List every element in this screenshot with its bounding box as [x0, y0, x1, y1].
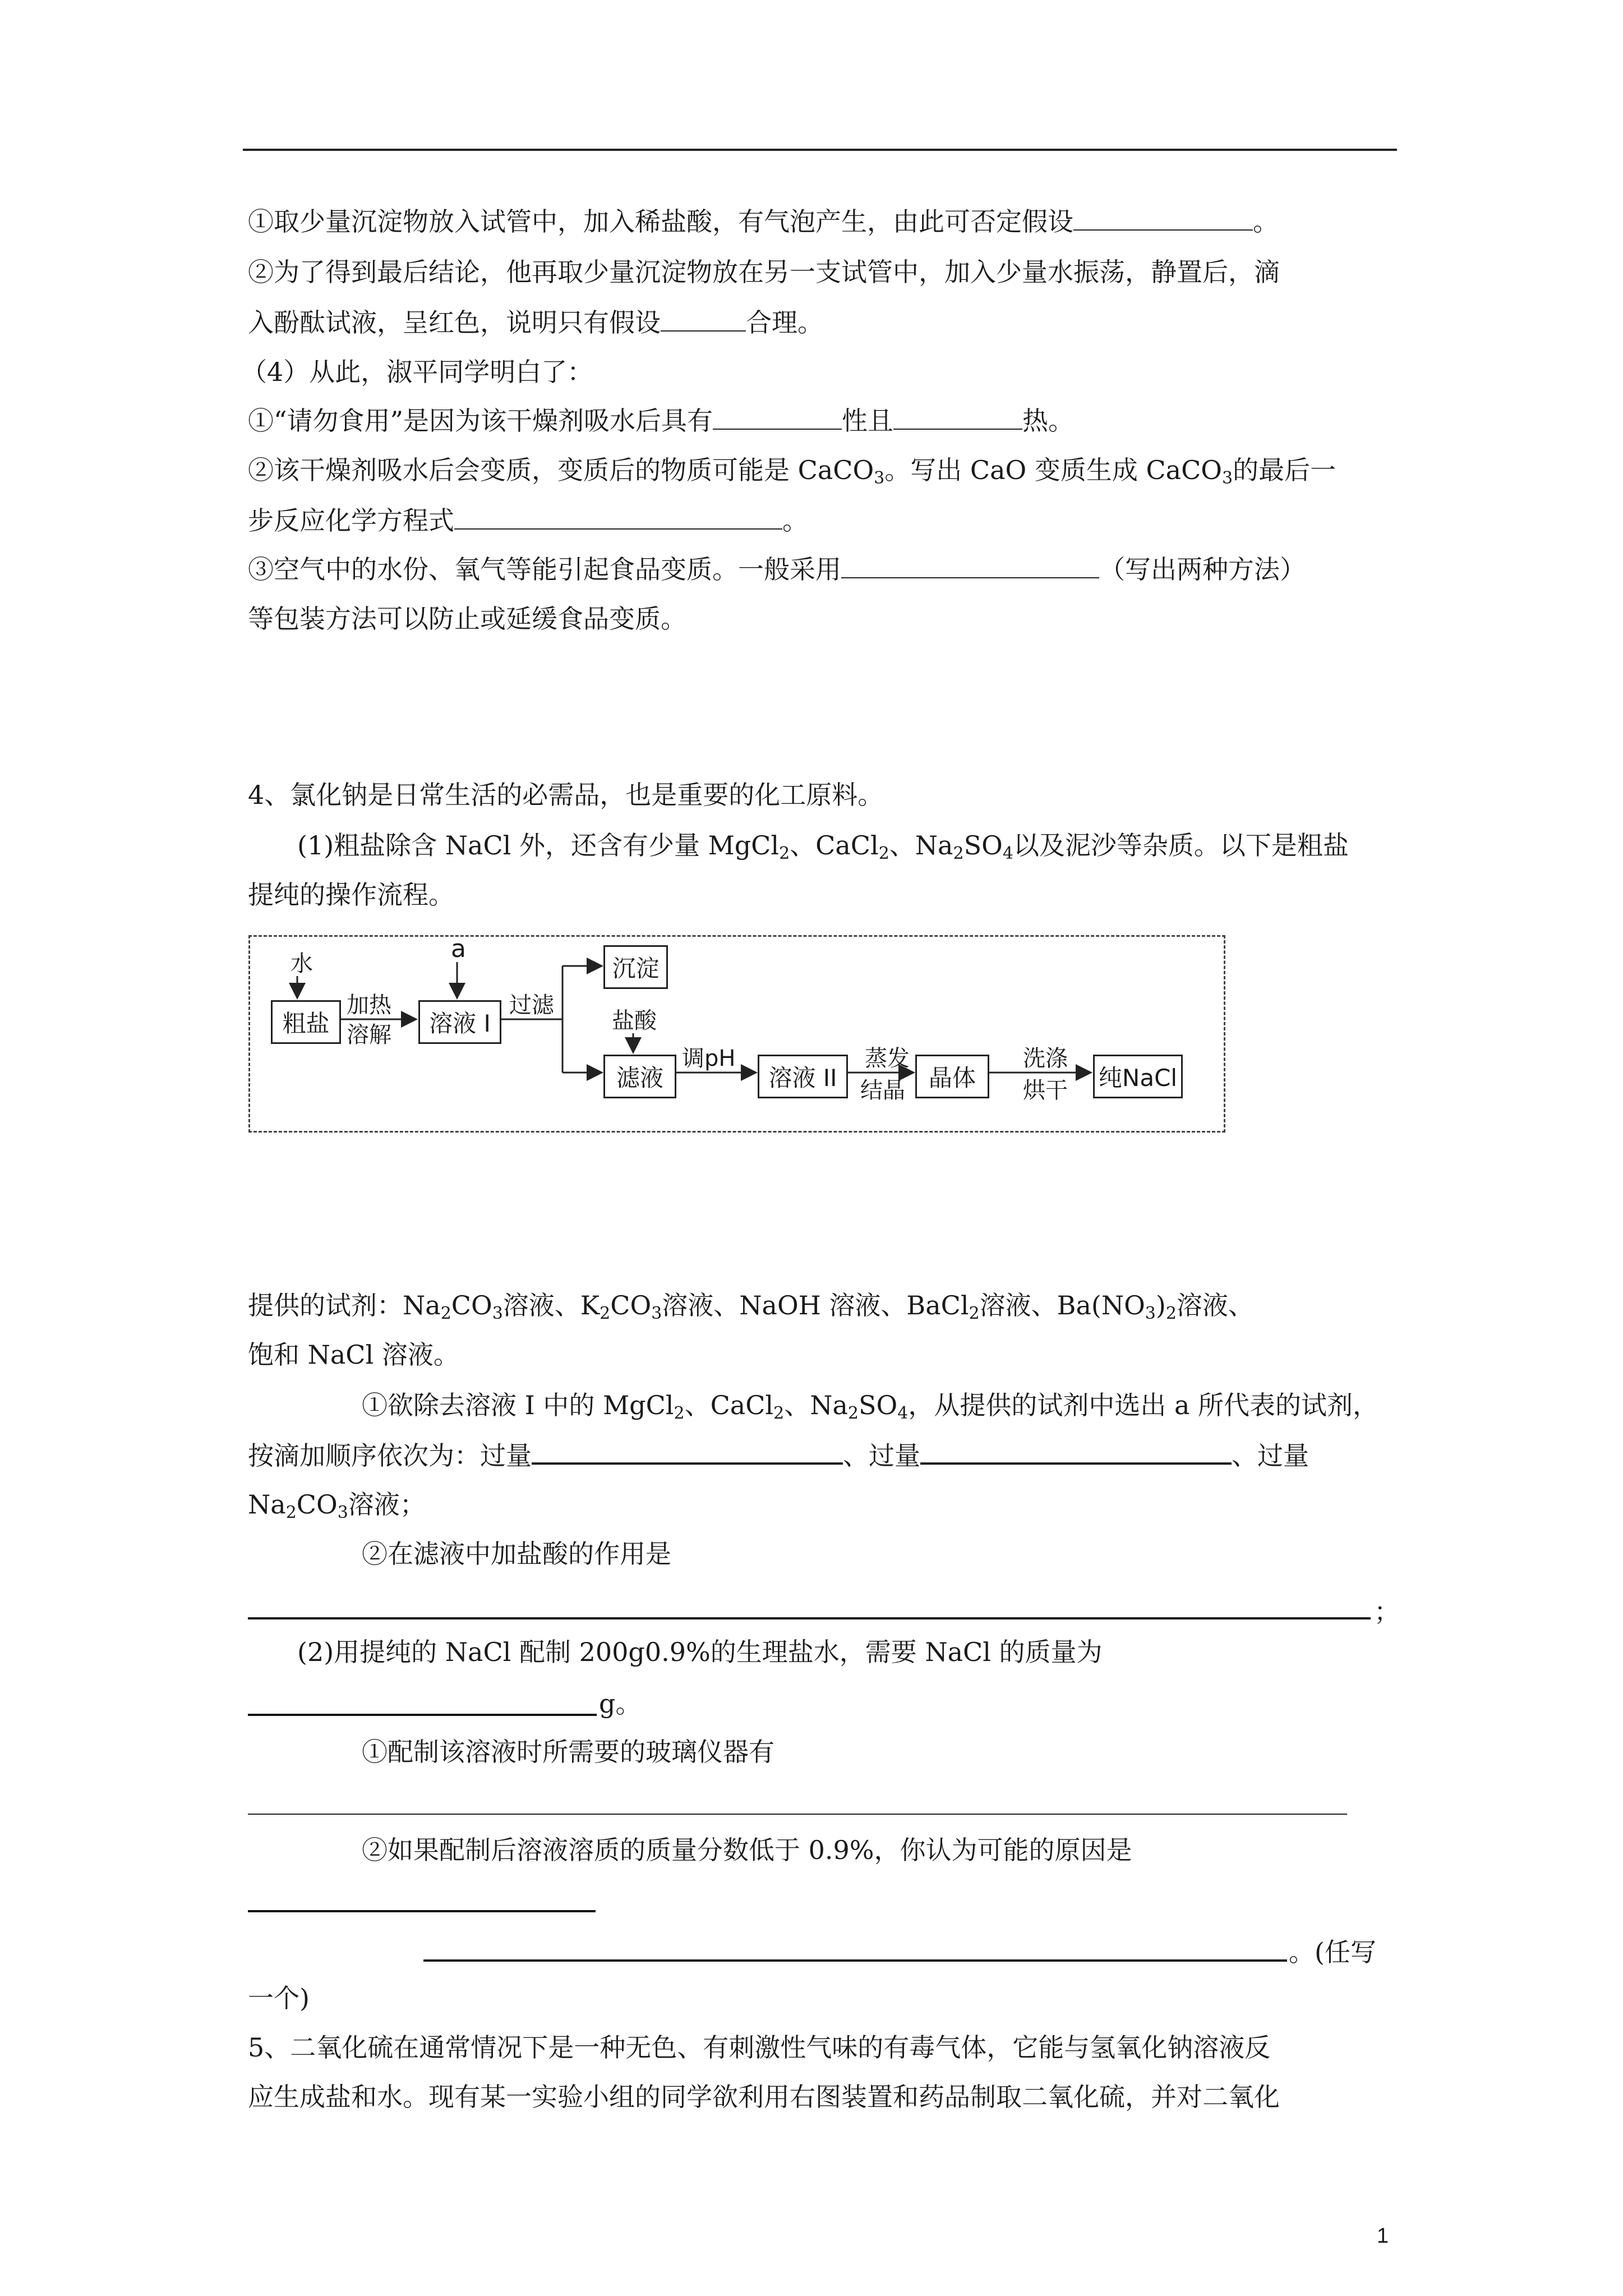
label-dry: 烘干 — [1023, 1078, 1068, 1103]
label-water: 水 — [291, 951, 313, 977]
box-crude-salt: 粗盐 — [271, 1000, 341, 1044]
label-dissolve: 溶解 — [347, 1022, 391, 1048]
answer-blank[interactable] — [532, 1438, 843, 1465]
question-5-line: 5、二氧化硫在通常情况下是一种无色、有刺激性气味的有毒气体，它能与氢氧化钠溶液反 — [248, 2032, 1271, 2063]
label-heat: 加热 — [347, 992, 391, 1018]
text-line: 。(任写 — [1289, 1937, 1376, 1967]
text-line: 提供的试剂：$Na_2CO_3$溶液、$K_2CO_3$溶液、NaOH 溶液、BaCl$_2$溶液、$Ba(NO_3)_2$溶液、 — [248, 1290, 1254, 1323]
text-line: 按滴加顺序依次为：过量 、过量 、过量 — [248, 1438, 1309, 1473]
box-crystal: 晶体 — [915, 1055, 989, 1098]
header-rule — [243, 149, 1397, 151]
box-filtrate: 滤液 — [603, 1055, 676, 1098]
text-line: ①“请勿食用”是因为该干燥剂吸水后具有 性且 热。 — [248, 404, 1074, 438]
answer-blank[interactable] — [841, 553, 1099, 578]
answer-line[interactable] — [248, 1617, 1371, 1619]
text-line: ②在滤液中加盐酸的作用是 — [362, 1539, 671, 1569]
text-line: ①配制该溶液时所需要的玻璃仪器有 — [362, 1737, 774, 1767]
text-line: ①欲除去溶液 I 中的 MgCl$_2$、CaCl$_2$、$Na_2SO_4$，从提供的试剂中选出 a 所代表的试剂， — [362, 1390, 1378, 1423]
box-solution-1: 溶液 I — [418, 1000, 501, 1044]
answer-blank[interactable] — [661, 306, 746, 332]
text-line: ②该干燥剂吸水后会变质，变质后的物质可能是 CaCO$_3$。写出 CaO 变质生成 CaCO$_3$的最后一 — [248, 455, 1336, 488]
answer-line[interactable] — [248, 1714, 597, 1716]
flow-arrows — [248, 935, 1225, 1133]
answer-blank[interactable] — [454, 504, 782, 530]
label-filter: 过滤 — [509, 992, 554, 1018]
page-number: 1 — [1377, 2224, 1389, 2248]
text-line: 饱和 NaCl 溶液。 — [248, 1340, 459, 1370]
text-line: 一个) — [248, 1983, 310, 2013]
label-hcl: 盐酸 — [612, 1008, 657, 1034]
text-line: g。 — [599, 1688, 642, 1719]
answer-line[interactable] — [423, 1959, 1287, 1962]
text-line: (2)用提纯的 NaCl 配制 200g0.9%的生理盐水，需要 NaCl 的质量为 — [297, 1637, 1103, 1667]
text-line: ①取少量沉淀物放入试管中，加入稀盐酸，有气泡产生，由此可否定假设 。 — [248, 205, 1279, 238]
label-adjust-ph: 调pH — [682, 1046, 736, 1071]
text-line: 入酚酞试液，呈红色，说明只有假设 合理。 — [248, 306, 823, 339]
box-pure-nacl: 纯NaCl — [1093, 1055, 1183, 1098]
text-line: （4）从此，淑平同学明白了： — [241, 357, 593, 387]
answer-blank[interactable] — [713, 404, 842, 430]
label-crystallize: 结晶 — [860, 1078, 905, 1103]
text-line: 等包装方法可以防止或延缓食品变质。 — [248, 604, 686, 634]
label-wash: 洗涤 — [1023, 1046, 1068, 1071]
label-evaporate: 蒸发 — [865, 1046, 910, 1071]
text-line: ②为了得到最后结论，他再取少量沉淀物放在另一支试管中，加入少量水振荡，静置后，滴 — [248, 257, 1280, 287]
text-line: ； — [1374, 1596, 1400, 1627]
text-line: (1)粗盐除含 NaCl 外，还含有少量 MgCl$_2$、CaCl$_2$、$Na_2SO_4$以及泥沙等杂质。以下是粗盐 — [297, 830, 1349, 863]
box-precipitate: 沉淀 — [603, 945, 668, 989]
answer-blank[interactable] — [920, 1438, 1232, 1465]
answer-line[interactable] — [248, 1910, 596, 1912]
text-line: 提纯的操作流程。 — [248, 880, 454, 910]
box-solution-2: 溶液 II — [758, 1055, 848, 1098]
salt-purification-flowchart — [248, 935, 1225, 1133]
answer-blank[interactable] — [893, 404, 1022, 430]
question-4-title: 4、氯化钠是日常生活的必需品，也是重要的化工原料。 — [248, 780, 884, 810]
answer-line[interactable] — [248, 1814, 1347, 1815]
text-line: $Na_2CO_3$溶液； — [248, 1489, 426, 1522]
question-5-line: 应生成盐和水。现有某一实验小组的同学欲利用右图装置和药品制取二氧化硫，并对二氧化 — [248, 2082, 1280, 2112]
text-line: ②如果配制后溶液溶质的质量分数低于 0.9%，你认为可能的原因是 — [362, 1835, 1132, 1865]
answer-blank[interactable] — [1073, 205, 1253, 231]
text-line: ③空气中的水份、氧气等能引起食品变质。一般采用 （写出两种方法） — [248, 553, 1306, 586]
text-line: 步反应化学方程式 。 — [248, 504, 808, 537]
label-reagent-a: a — [451, 935, 466, 963]
